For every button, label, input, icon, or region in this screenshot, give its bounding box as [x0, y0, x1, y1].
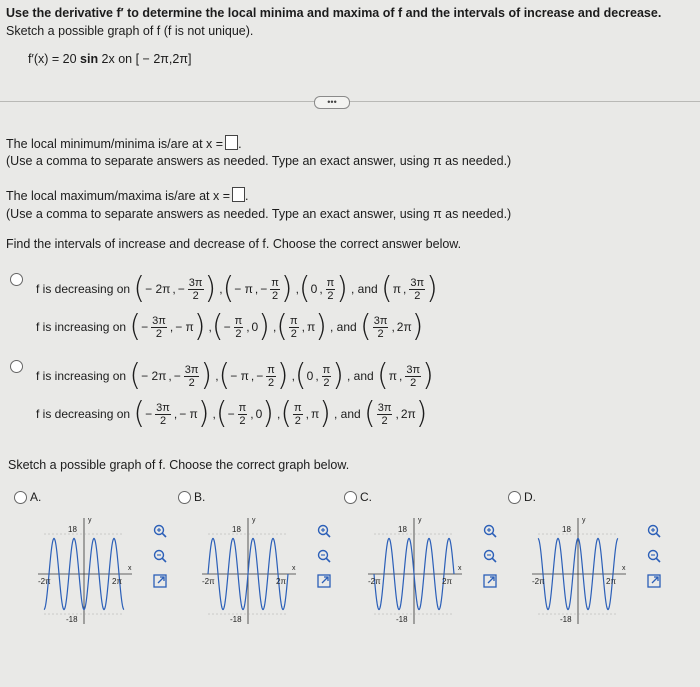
x-axis-label: x — [292, 565, 296, 572]
and-word: and — [336, 320, 357, 334]
interval: ( π , $\frac{3\pi}{2}$ ) — [381, 271, 438, 306]
graph-option-plot[interactable] — [366, 512, 466, 632]
x-axis-label: x — [622, 565, 626, 572]
xpos-label: 2π — [112, 577, 122, 586]
interval: ( π , $\frac{3\pi}{2}$ ) — [377, 358, 434, 393]
graph-option-radio[interactable] — [508, 491, 521, 504]
interval: ( 0 , $\frac{\pi}{2}$ ) — [298, 271, 348, 306]
local-min-row: The local minimum/minima is/are at x = . — [6, 137, 242, 151]
x-axis-label: x — [128, 565, 132, 572]
y-axis-label: y — [582, 517, 586, 524]
section-divider — [0, 101, 700, 102]
zoom-in-icon[interactable] — [482, 523, 498, 539]
ymax-label: 18 — [562, 525, 571, 534]
ymax-label: 18 — [68, 525, 77, 534]
sketch-prompt: Sketch a possible graph of f. Choose the correct graph below. — [8, 458, 350, 472]
option-1-line-1-label: f is decreasing on — [36, 282, 131, 296]
interval: ( $\frac{\pi}{2}$ , π ) — [276, 309, 327, 344]
formula-lhs: f′(x) = 20 — [28, 52, 81, 66]
popout-icon[interactable] — [482, 573, 498, 589]
graph-option-plot[interactable] — [530, 512, 630, 632]
ymin-label: -18 — [66, 615, 78, 624]
ymax-label: 18 — [232, 525, 241, 534]
and-word: and — [340, 407, 361, 421]
interval: ( $\frac{3\pi}{2}$ , 2π ) — [364, 396, 428, 431]
zoom-out-icon[interactable] — [482, 548, 498, 564]
local-max-hint: (Use a comma to separate answers as needed. Type an exact answer, using π as needed.) — [6, 207, 512, 221]
option-2-increasing-row: f is increasing on ( − 2π , − $\frac{3\pi}{2}$ ) , ( − π , − $\frac{\pi}{2}$ ) , ( 0 , $\frac{\pi}{2}$ ) , and ( π , $\frac{3\pi}{2}$ ) — [36, 358, 434, 393]
interval: ( $\frac{3\pi}{2}$ , 2π ) — [360, 309, 424, 344]
zoom-in-icon[interactable] — [152, 523, 168, 539]
interval: ( − $\frac{3\pi}{2}$ , − π ) — [133, 396, 210, 431]
question-line-2: Sketch a possible graph of f (f is not unique). — [6, 24, 254, 38]
xpos-label: 2π — [606, 577, 616, 586]
interval: ( − 2π , − $\frac{3\pi}{2}$ ) — [133, 271, 217, 306]
x-axis-label: x — [458, 565, 462, 572]
popout-icon[interactable] — [646, 573, 662, 589]
ymin-label: -18 — [560, 615, 572, 624]
formula-rhs: 2x on [ − 2π,2π] — [98, 52, 192, 66]
graph-option-radio[interactable] — [14, 491, 27, 504]
intervals-prompt: Find the intervals of increase and decrease of f. Choose the correct answer below. — [6, 237, 462, 251]
xneg-label: -2π — [368, 577, 381, 586]
y-axis-label: y — [252, 517, 256, 524]
option-1-increasing-row: f is increasing on ( − $\frac{3\pi}{2}$ , − π ) , ( − $\frac{\pi}{2}$ , 0 ) , ( $\frac{\pi}{2}$ , π ) , and ( $\frac{3\pi}{2}$ , 2π ) — [36, 309, 424, 344]
interval: ( $\frac{\pi}{2}$ , π ) — [280, 396, 331, 431]
zoom-in-icon[interactable] — [646, 523, 662, 539]
local-min-answer-input[interactable] — [225, 135, 238, 150]
local-max-label: The local maximum/maxima is/are at x = — [6, 189, 231, 203]
xneg-label: -2π — [532, 577, 545, 586]
zoom-out-icon[interactable] — [646, 548, 662, 564]
interval: ( − π , − $\frac{\pi}{2}$ ) — [222, 271, 293, 306]
interval: ( − $\frac{3\pi}{2}$ , − π ) — [129, 309, 206, 344]
interval: ( − 2π , − $\frac{3\pi}{2}$ ) — [129, 358, 213, 393]
interval: ( 0 , $\frac{\pi}{2}$ ) — [294, 358, 344, 393]
local-max-answer-input[interactable] — [232, 187, 245, 202]
interval: ( − $\frac{\pi}{2}$ , 0 ) — [211, 309, 270, 344]
option-2-line-1-label: f is increasing on — [36, 369, 127, 383]
ymin-label: -18 — [230, 615, 242, 624]
graph-option-plot[interactable] — [36, 512, 136, 632]
option-2-line-2-label: f is decreasing on — [36, 407, 131, 421]
interval: ( − π , − $\frac{\pi}{2}$ ) — [218, 358, 289, 393]
y-axis-label: y — [418, 517, 422, 524]
ymin-label: -18 — [396, 615, 408, 624]
local-min-hint: (Use a comma to separate answers as needed. Type an exact answer, using π as needed.) — [6, 154, 512, 168]
xneg-label: -2π — [38, 577, 51, 586]
option-2-decreasing-row: f is decreasing on ( − $\frac{3\pi}{2}$ , − π ) , ( − $\frac{\pi}{2}$ , 0 ) , ( $\frac{\pi}{2}$ , π ) , and ( $\frac{3\pi}{2}$ , 2π ) — [36, 396, 428, 431]
popout-icon[interactable] — [316, 573, 332, 589]
and-word: and — [357, 282, 378, 296]
popout-icon[interactable] — [152, 573, 168, 589]
option-1-decreasing-row: f is decreasing on ( − 2π , − $\frac{3\pi}{2}$ ) , ( − π , − $\frac{\pi}{2}$ ) , ( 0 , $\frac{\pi}{2}$ ) , and ( π , $\frac{3\pi}{2}$ ) — [36, 271, 438, 306]
graph-option-radio[interactable] — [178, 491, 191, 504]
question-line-1: Use the derivative f′ to determine the local minima and maxima of f and the intervals of increase and decrease. — [6, 6, 662, 20]
option-2-radio[interactable] — [10, 360, 23, 373]
graph-option-label: C. — [360, 490, 372, 504]
graph-option-label: B. — [194, 490, 206, 504]
local-min-label: The local minimum/minima is/are at x = — [6, 137, 224, 151]
local-max-row: The local maximum/maxima is/are at x = . — [6, 189, 249, 203]
option-1-radio[interactable] — [10, 273, 23, 286]
graph-option-plot[interactable] — [200, 512, 300, 632]
zoom-in-icon[interactable] — [316, 523, 332, 539]
and-word: and — [353, 369, 374, 383]
more-button[interactable]: ••• — [314, 96, 350, 109]
interval: ( − $\frac{\pi}{2}$ , 0 ) — [215, 396, 274, 431]
xpos-label: 2π — [276, 577, 286, 586]
formula-sin: sin — [80, 52, 99, 66]
xpos-label: 2π — [442, 577, 452, 586]
zoom-out-icon[interactable] — [316, 548, 332, 564]
graph-option-radio[interactable] — [344, 491, 357, 504]
ymax-label: 18 — [398, 525, 407, 534]
derivative-formula — [28, 52, 191, 66]
xneg-label: -2π — [202, 577, 215, 586]
graph-option-label: A. — [30, 490, 42, 504]
option-1-line-2-label: f is increasing on — [36, 320, 127, 334]
y-axis-label: y — [88, 517, 92, 524]
zoom-out-icon[interactable] — [152, 548, 168, 564]
graph-option-label: D. — [524, 490, 536, 504]
